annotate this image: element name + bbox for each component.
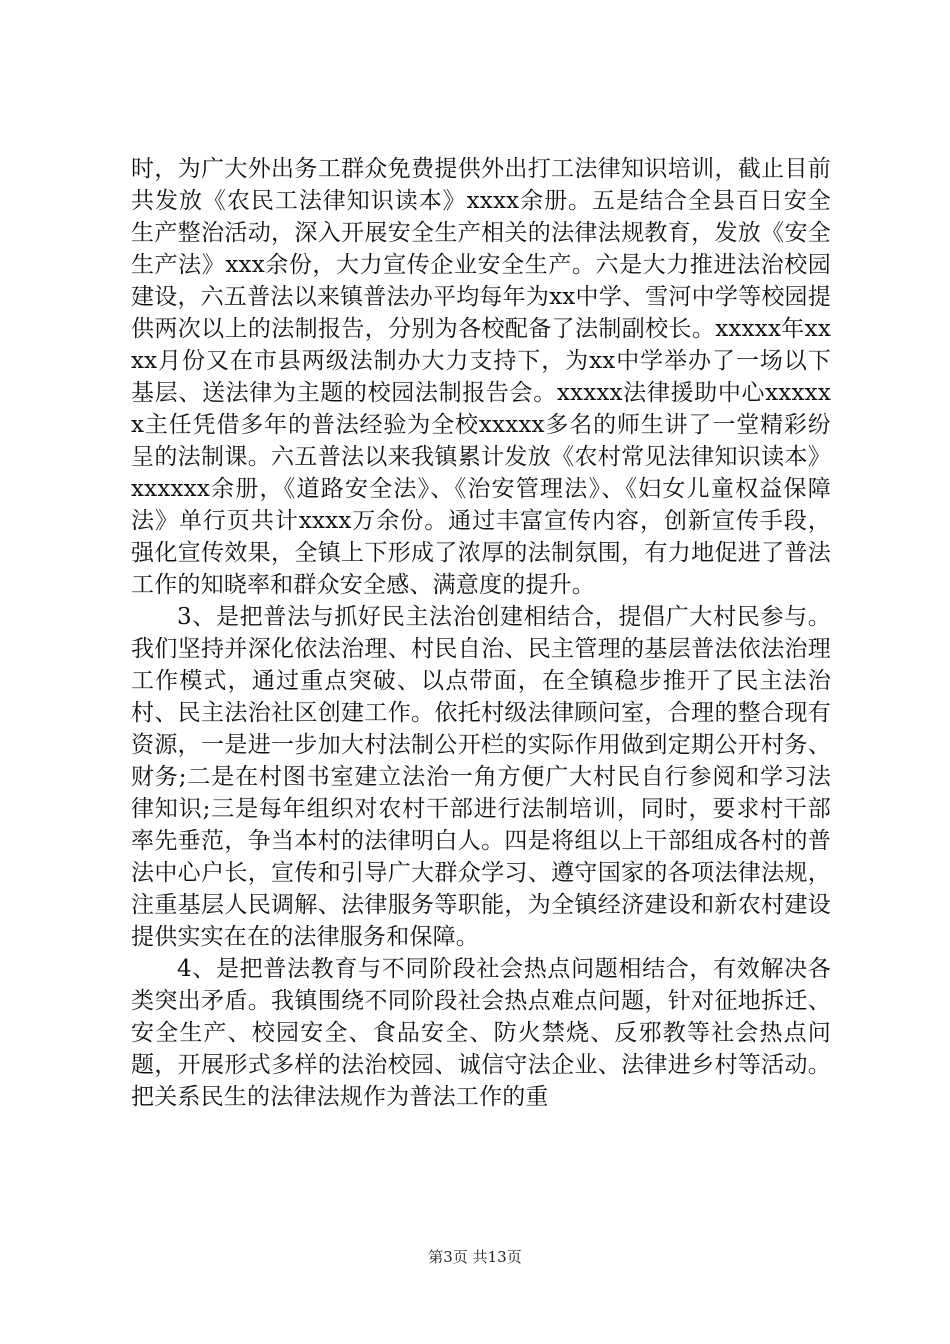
paragraph-2: 3、是把普法与抓好民主法治创建相结合，提倡广大村民参与。我们坚持并深化依法治理、村民自治、民主管理的基层普法依法治理工作模式，通过重点突破、以点带面，在全镇稳步推开了民主法治村、民主法治社区创建工作。依托村级法律顾问室，合理的整合现有资源，一是进一步加大村法制公开栏的实际作用做到定期公开村务、财务;二是在村图书室建立法治一角方便广大村民自行参阅和学习法律知识;三是每年组织对农村干部进行法制培训，同时，要求村干部率先垂范，争当本村的法律明白人。四是将组以上干部组成各村的普法中心户长，宣传和引导广大群众学习、遵守国家的各项法律法规，注重基层人民调解、法律服务等职能，为全镇经济建设和新农村建设提供实实在在的法律服务和保障。: [131, 604, 831, 950]
paragraph-3: 4、是把普法教育与不同阶段社会热点问题相结合，有效解决各类突出矛盾。我镇围绕不同阶段社会热点难点问题，针对征地拆迁、安全生产、校园安全、食品安全、防火禁烧、反邪教等社会热点问题，开展形式多样的法治校园、诚信守法企业、法律进乡村等活动。把关系民生的法律法规作为普法工作的重: [131, 956, 831, 1110]
paragraph-1: 时，为广大外出务工群众免费提供外出打工法律知识培训，截止目前共发放《农民工法律知识读本》xxxx余册。五是结合全县百日安全生产整治活动，深入开展安全生产相关的法律法规教育，发放《安全生产法》xxx余份，大力宣传企业安全生产。六是大力推进法治校园建设，六五普法以来镇普法办平均每年为xx中学、雪河中学等校园提供两次以上的法制报告，分别为各校配备了法制副校长。xxxxx年xxxx月份又在市县两级法制办大力支持下，为xx中学举办了一场以下基层、送法律为主题的校园法制报告会。xxxxx法律援助中心xxxxxx主任凭借多年的普法经验为全校xxxxx多名的师生讲了一堂精彩纷呈的法制课。六五普法以来我镇累计发放《农村常见法律知识读本》xxxxxx余册，《道路安全法》、《治安管理法》、《妇女儿童权益保障法》单行页共计xxxx万余份。通过丰富宣传内容，创新宣传手段，强化宣传效果，全镇上下形成了浓厚的法制氛围，有力地促进了普法工作的知晓率和群众安全感、满意度的提升。: [131, 156, 831, 598]
page-number-footer: 第3页 共13页: [428, 1248, 522, 1266]
document-body: [131, 153, 831, 1113]
